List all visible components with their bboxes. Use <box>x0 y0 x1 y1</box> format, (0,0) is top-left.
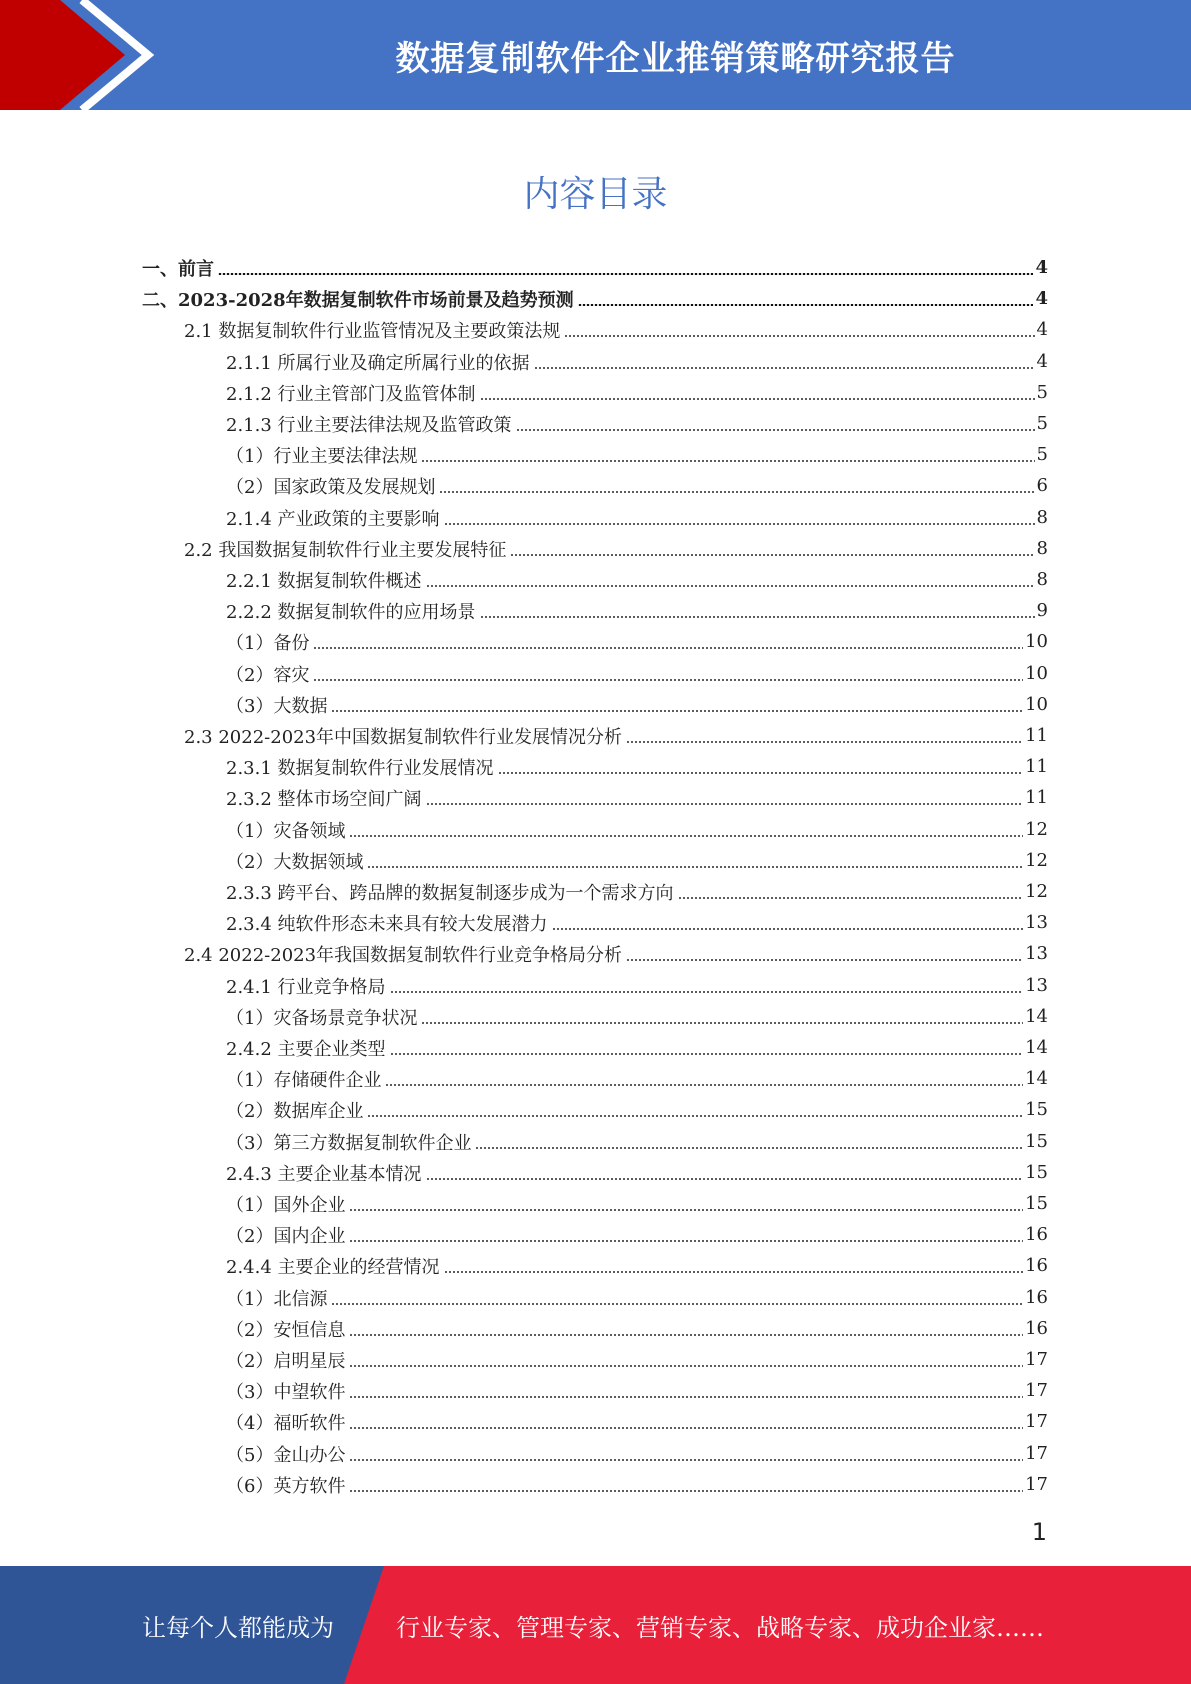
toc-entry-page: 17 <box>1025 1349 1048 1370</box>
toc-entry[interactable] <box>226 751 1048 782</box>
toc-entry-label: 2.3 2022-2023年中国数据复制软件行业发展情况分析 <box>184 726 623 748</box>
toc-dot-leader <box>349 1209 1023 1211</box>
toc-entry-page: 4 <box>1036 319 1048 340</box>
toc-dot-leader <box>480 398 1035 400</box>
toc-entry-label: 2.1 数据复制软件行业监管情况及主要政策法规 <box>184 320 561 342</box>
toc-entry-page: 10 <box>1025 694 1048 715</box>
toc-dot-leader <box>510 554 1034 556</box>
toc-entry[interactable] <box>226 970 1048 1001</box>
toc-entry-page: 5 <box>1036 382 1048 403</box>
footer-band <box>0 1566 1191 1684</box>
toc-dot-leader <box>331 710 1023 712</box>
toc-entry-label: 2.4.1 行业竞争格局 <box>226 976 386 998</box>
toc-dot-leader <box>349 1365 1023 1367</box>
toc-dot-leader <box>349 1396 1023 1398</box>
toc-dot-leader <box>552 928 1024 930</box>
toc-dot-leader <box>313 647 1023 649</box>
toc-entry-page: 13 <box>1025 912 1048 933</box>
toc-entry-page: 17 <box>1025 1474 1048 1495</box>
toc-entry-page: 8 <box>1036 569 1048 590</box>
toc-entry-label: （1）国外企业 <box>226 1194 346 1216</box>
toc-dot-leader <box>421 1022 1023 1024</box>
toc-dot-leader <box>475 1147 1023 1149</box>
toc-entry[interactable] <box>226 564 1048 595</box>
toc-entry[interactable] <box>226 1063 1048 1094</box>
toc-entry-page: 12 <box>1025 881 1048 902</box>
toc-entry-label: 一、前言 <box>142 258 214 280</box>
toc-entry[interactable] <box>226 1375 1048 1406</box>
toc-entry-page: 10 <box>1025 663 1048 684</box>
toc-entry-label: （3）中望软件 <box>226 1381 346 1403</box>
header-arrow-decoration <box>0 0 160 110</box>
toc-entry-page: 8 <box>1036 507 1048 528</box>
toc-dot-leader <box>218 273 1033 275</box>
toc-entry[interactable] <box>226 1126 1048 1157</box>
toc-entry-page: 15 <box>1025 1131 1048 1152</box>
toc-entry-page: 4 <box>1035 257 1048 278</box>
toc-entry-label: 2.4 2022-2023年我国数据复制软件行业竞争格局分析 <box>184 944 623 966</box>
toc-entry-label: （1）灾备领域 <box>226 820 346 842</box>
toc-entry[interactable] <box>226 845 1048 876</box>
toc-dot-leader <box>516 429 1035 431</box>
toc-entry[interactable] <box>226 1219 1048 1250</box>
toc-dot-leader <box>678 897 1024 899</box>
toc-entry-label: （3）第三方数据复制软件企业 <box>226 1132 472 1154</box>
toc-dot-leader <box>349 1427 1023 1429</box>
toc-entry-label: （2）大数据领域 <box>226 851 364 873</box>
toc-entry[interactable] <box>226 1282 1048 1313</box>
toc-entry-label: 2.1.4 产业政策的主要影响 <box>226 508 440 530</box>
toc-entry[interactable] <box>184 314 1048 345</box>
toc-dot-leader <box>534 367 1035 369</box>
toc-dot-leader <box>426 585 1035 587</box>
toc-entry[interactable] <box>226 377 1048 408</box>
toc-entry-page: 14 <box>1025 1037 1048 1058</box>
toc-dot-leader <box>421 460 1034 462</box>
toc-entry-label: 2.4.4 主要企业的经营情况 <box>226 1256 440 1278</box>
toc-entry-page: 12 <box>1025 819 1048 840</box>
toc-entry[interactable] <box>226 1406 1048 1437</box>
toc-dot-leader <box>444 523 1035 525</box>
toc-entry[interactable] <box>226 1094 1048 1125</box>
toc-entry-page: 4 <box>1035 288 1048 309</box>
toc-entry-label: （1）灾备场景竞争状况 <box>226 1007 418 1029</box>
toc-entry[interactable] <box>142 283 1048 314</box>
toc-entry-label: 2.4.3 主要企业基本情况 <box>226 1163 422 1185</box>
toc-entry-label: 2.1.1 所属行业及确定所属行业的依据 <box>226 352 530 374</box>
toc-entry-label: （1）北信源 <box>226 1288 328 1310</box>
toc-entry[interactable] <box>184 938 1048 969</box>
toc-entry[interactable] <box>226 1032 1048 1063</box>
toc-entry-label: （6）英方软件 <box>226 1475 346 1497</box>
toc-dot-leader <box>439 491 1034 493</box>
toc-entry-page: 15 <box>1025 1099 1048 1120</box>
toc-entry[interactable] <box>226 1250 1048 1281</box>
toc-entry-page: 17 <box>1025 1380 1048 1401</box>
toc-entry-label: 2.3.2 整体市场空间广阔 <box>226 788 422 810</box>
toc-entry-page: 17 <box>1025 1411 1048 1432</box>
toc-entry-page: 14 <box>1025 1068 1048 1089</box>
toc-dot-leader <box>349 1459 1023 1461</box>
toc-entry-page: 12 <box>1025 850 1048 871</box>
report-header <box>0 0 1191 110</box>
toc-entry-label: 2.4.2 主要企业类型 <box>226 1038 386 1060</box>
toc-entry[interactable] <box>226 689 1048 720</box>
toc-entry-label: 2.3.4 纯软件形态未来具有较大发展潜力 <box>226 913 548 935</box>
toc-dot-leader <box>426 803 1024 805</box>
toc-dot-leader <box>444 1271 1024 1273</box>
toc-entry-page: 14 <box>1025 1006 1048 1027</box>
toc-entry-page: 15 <box>1025 1193 1048 1214</box>
toc-entry-label: 2.3.3 跨平台、跨品牌的数据复制逐步成为一个需求方向 <box>226 882 674 904</box>
toc-dot-leader <box>626 959 1023 961</box>
toc-dot-leader <box>390 991 1024 993</box>
toc-entry-label: （2）国家政策及发展规划 <box>226 476 436 498</box>
toc-entry-page: 9 <box>1036 600 1048 621</box>
toc-entry-label: 2.2 我国数据复制软件行业主要发展特征 <box>184 539 507 561</box>
toc-entry[interactable] <box>226 502 1048 533</box>
toc-entry[interactable] <box>226 907 1048 938</box>
toc-entry-page: 13 <box>1025 975 1048 996</box>
toc-entry-page: 11 <box>1025 756 1048 777</box>
toc-entry[interactable] <box>226 1438 1048 1469</box>
toc-entry[interactable] <box>226 814 1048 845</box>
toc-entry-label: （3）大数据 <box>226 695 328 717</box>
toc-entry-page: 16 <box>1025 1287 1048 1308</box>
toc-entry-page: 6 <box>1036 475 1048 496</box>
report-title: 数据复制软件企业推销策略研究报告 <box>395 38 956 79</box>
toc-dot-leader <box>385 1084 1023 1086</box>
toc-entry-label: 二、2023-2028年数据复制软件市场前景及趋势预测 <box>142 289 574 311</box>
toc-entry-label: （1）行业主要法律法规 <box>226 445 418 467</box>
toc-entry[interactable] <box>226 1344 1048 1375</box>
toc-entry[interactable] <box>226 1001 1048 1032</box>
toc-entry-page: 10 <box>1025 631 1048 652</box>
footer-slogan-right: 行业专家、管理专家、营销专家、战略专家、成功企业家…… <box>396 1613 1044 1642</box>
toc-dot-leader <box>390 1053 1024 1055</box>
toc-dot-leader <box>367 866 1023 868</box>
toc-entry[interactable] <box>184 533 1048 564</box>
toc-entry-page: 5 <box>1036 413 1048 434</box>
toc-entry-label: （4）福昕软件 <box>226 1412 346 1434</box>
toc-entry[interactable] <box>226 1188 1048 1219</box>
toc-dot-leader <box>313 679 1023 681</box>
toc-dot-leader <box>564 335 1034 337</box>
toc-dot-leader <box>349 1240 1023 1242</box>
toc-entry[interactable] <box>226 782 1048 813</box>
toc-entry-page: 5 <box>1036 444 1048 465</box>
toc-dot-leader <box>626 741 1023 743</box>
toc-entry-label: （1）存储硬件企业 <box>226 1069 382 1091</box>
toc-dot-leader <box>367 1115 1023 1117</box>
toc-entry[interactable] <box>226 470 1048 501</box>
toc-dot-leader <box>498 772 1024 774</box>
toc-dot-leader <box>426 1178 1024 1180</box>
toc-entry[interactable] <box>184 720 1048 751</box>
toc-entry[interactable] <box>226 658 1048 689</box>
toc-entry[interactable] <box>142 252 1048 283</box>
toc-entry-label: （2）国内企业 <box>226 1225 346 1247</box>
toc-entry-label: 2.1.3 行业主要法律法规及监管政策 <box>226 414 512 436</box>
toc-entry[interactable] <box>226 439 1048 470</box>
toc-entry-page: 13 <box>1025 943 1048 964</box>
toc-entry-page: 15 <box>1025 1162 1048 1183</box>
toc-entry-page: 17 <box>1025 1443 1048 1464</box>
footer-slogan-left: 让每个人都能成为 <box>142 1613 334 1642</box>
toc-entry-label: 2.2.2 数据复制软件的应用场景 <box>226 601 476 623</box>
toc-dot-leader <box>349 835 1023 837</box>
toc-entry-page: 4 <box>1036 351 1048 372</box>
toc-dot-leader <box>349 1490 1023 1492</box>
toc-entry-label: （5）金山办公 <box>226 1444 346 1466</box>
toc-entry-page: 8 <box>1036 538 1048 559</box>
toc-entry-label: （2）启明星辰 <box>226 1350 346 1372</box>
toc-entry-label: 2.2.1 数据复制软件概述 <box>226 570 422 592</box>
toc-entry[interactable] <box>226 626 1048 657</box>
toc-entry-label: （2）安恒信息 <box>226 1319 346 1341</box>
toc-entry[interactable] <box>226 1469 1048 1500</box>
toc-dot-leader <box>578 304 1034 306</box>
toc-heading: 内容目录 <box>523 174 668 215</box>
toc-dot-leader <box>331 1303 1023 1305</box>
toc-entry-page: 11 <box>1025 725 1048 746</box>
toc-entry-page: 11 <box>1025 787 1048 808</box>
page-number: 1 <box>1031 1518 1047 1546</box>
toc-dot-leader <box>480 616 1035 618</box>
toc-entry[interactable] <box>226 1313 1048 1344</box>
toc-entry-page: 16 <box>1025 1224 1048 1245</box>
toc-dot-leader <box>349 1334 1023 1336</box>
toc-entry-label: 2.1.2 行业主管部门及监管体制 <box>226 383 476 405</box>
toc-entry-label: 2.3.1 数据复制软件行业发展情况 <box>226 757 494 779</box>
toc-entry-label: （2）数据库企业 <box>226 1100 364 1122</box>
toc-entry[interactable] <box>226 876 1048 907</box>
toc-entry-page: 16 <box>1025 1255 1048 1276</box>
toc-entry-label: （1）备份 <box>226 632 310 654</box>
toc-entry-page: 16 <box>1025 1318 1048 1339</box>
toc-entry-label: （2）容灾 <box>226 664 310 686</box>
toc-entry[interactable] <box>226 346 1048 377</box>
toc-entry[interactable] <box>226 1157 1048 1188</box>
toc-entry[interactable] <box>226 595 1048 626</box>
toc-entry[interactable] <box>226 408 1048 439</box>
